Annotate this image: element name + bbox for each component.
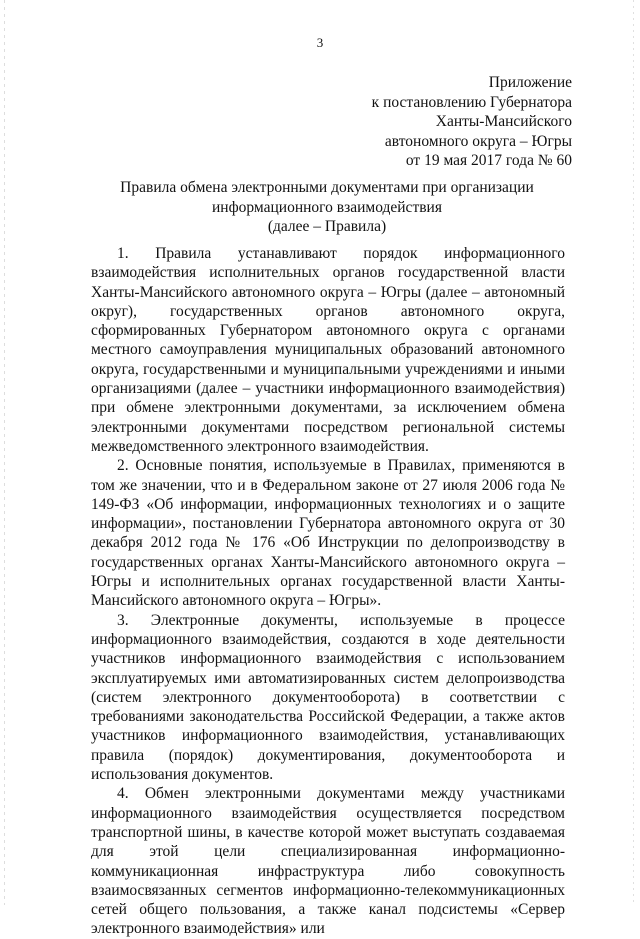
annex-line: автономного округа – Югры — [384, 132, 572, 150]
page-number: 3 — [316, 35, 324, 50]
annex-line: к постановлению Губернатора — [371, 93, 572, 111]
paragraph-2: 2. Основные понятия, используемые в Правилах, применяются в том же значении, что и в Федеральном законе от 27 июля 2006 года № 149-ФЗ «Об информации, информационных технологиях и о защите информации», постановлении Губернатора автономного округа от 30 декабря 2012 года № 176 «Об Инструкции по делопроизводству в государственных органах Ханты-Мансийского автономного округа – Югры и исполнительных органах государственной власти Ханты-Мансийского автономного округа – Югры». — [91, 457, 565, 610]
title-line: (далее – Правила) — [267, 218, 387, 236]
annex-header — [372, 73, 572, 171]
annex-line: от 19 мая 2017 года № 60 — [405, 152, 572, 170]
scan-edge-left — [4, 0, 5, 905]
document-title — [90, 178, 564, 237]
paragraph-1: 1. Правила устанавливают порядок информационного взаимодействия исполнительных органов государственной власти Ханты-Мансийского автономного округа – Югры (далее – автономный округ), государственных органов автономного округа, сформированных Губернатором автономного округа с органами местного самоуправления муниципальных образований автономного округа, государственными и муниципальными учреждениями и иными организациями (далее – участники информационного взаимодействия) при обмене электронными документами, за исключением обмена электронными документами посредством региональной системы межведомственного электронного взаимодействия. — [91, 245, 565, 455]
annex-line: Ханты-Мансийского — [435, 113, 572, 131]
paragraph-3: 3. Электронные документы, используемые в процессе информационного взаимодействия, создаются в ходе деятельности участников информационного взаимодействия с использованием эксплуатируемых ими автоматизированных систем делопроизводства (систем электронного документооборота) в соответствии с требованиями законодательства Российской Федерации, а также актов участников информационного взаимодействия, устанавливающих правила (порядок) документирования, документооборота и использования документов. — [91, 611, 565, 784]
annex-line: Приложение — [488, 74, 572, 91]
title-line: информационного взаимодействия — [212, 198, 442, 216]
document-body — [91, 244, 565, 939]
paragraph-4: 4. Обмен электронными документами между участниками информационного взаимодействия осуществляется посредством транспортной шины, в качестве которой может выступать создаваемая для этой цели специализированная информационно-коммуникационная инфраструктура либо совокупность взаимосвязанных сегментов информационно-телекоммуникационных сетей общего пользования, а также канал подсистемы «Сервер электронного взаимодействия» или — [91, 785, 565, 938]
scan-edge-right — [633, 0, 634, 905]
title-line: Правила обмена электронными документами при организации — [120, 179, 534, 196]
